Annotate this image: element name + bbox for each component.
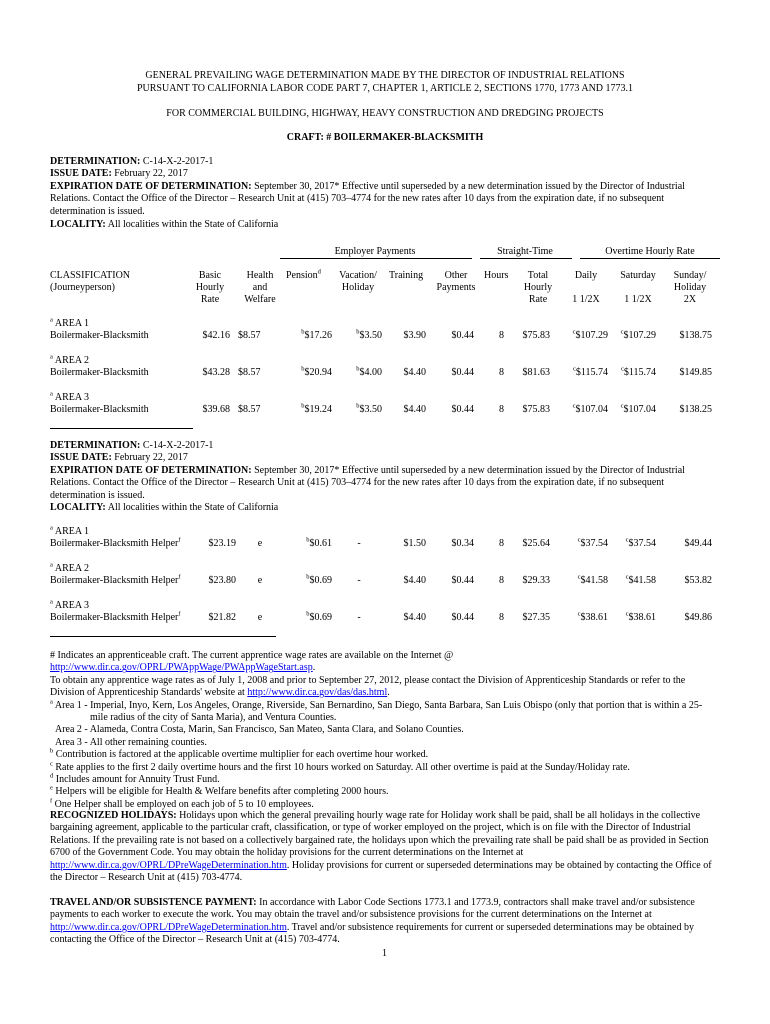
cell-vacation [336,575,382,587]
area-text: AREA 3 [54,392,90,403]
cell-health [238,612,282,624]
cell-value: 8 [499,404,504,415]
cell-basic [196,538,236,550]
note-apprentice-text: # Indicates an apprenticeable craft. The current apprentice wage rates are available on the Internet @ [50,650,454,661]
cell-value: 8 [499,538,504,549]
row-area-label [50,318,89,330]
cell-value: $37.54 [580,538,608,549]
cell-value: $0.44 [451,612,474,623]
cell-hours [490,330,504,342]
cell-value: $49.44 [684,538,712,549]
cell-training [386,330,426,342]
note-apprentice-end: . [312,662,316,674]
cell-sup: b [356,328,360,336]
note-apprentice-prior [50,675,720,700]
cell-value: $42.16 [202,330,230,341]
cell-sat [610,404,656,416]
note-a-line2: mile radius of the city of Santa Maria), and Ventura Counties. [90,712,337,724]
cell-total [508,330,550,342]
cell-training [386,575,426,587]
cell-sup: c [625,536,629,544]
title-line-2: PURSUANT TO CALIFORNIA LABOR CODE PART 7, CHAPTER 1, ARTICLE 2, SECTIONS 1770, 1773 AND 1773.1 [136,83,634,94]
cell-vacation [336,367,382,379]
note-a-line4: Area 3 - All other remaining counties. [55,736,207,748]
cell-value: - [357,538,361,549]
cell-value: $1.50 [403,538,426,549]
note-f-sup: f [50,797,53,805]
cell-value: $149.85 [679,367,712,378]
cell-value: $37.54 [628,538,656,549]
travel-provisions-link[interactable]: http://www.dir.ca.gov/OPRL/DPreWageDetermination.htm [50,921,287,933]
journey-table [50,318,720,428]
note-apprentice-prior-end: . [387,687,390,699]
note-d [50,774,720,786]
row-area-label [50,392,89,404]
header-employer-payments: Employer Payments [334,246,416,257]
header-health-and: and [252,282,268,293]
cell-value: $3.50 [359,330,382,341]
cell-basic [190,367,230,379]
cell-sup: b [306,610,310,618]
classification-sup: f [178,536,181,544]
note-apprentice-prior-text: To obtain any apprentice wage rates as of July 1, 2008 and prior to September 27, 2012, please contact the Division of Apprenticeship Standards or refer to the Division of Apprenticeship Standards' website at [50,674,686,699]
cell-other [436,404,474,416]
cell-sat [610,367,656,379]
issue-value: February 22, 2017 [114,168,188,180]
det-value-2: C-14-X-2-2017-1 [142,440,214,451]
note-e-text: Helpers will be eligible for Health & Welfare benefits after completing 2000 hours. [55,786,389,798]
classification-text: Boilermaker-Blacksmith [50,330,149,341]
cell-hours [490,538,504,550]
cell-sup: b [301,365,305,373]
note-c-text: Rate applies to the first 2 daily overtime hours and the first 10 hours worked on Saturday. All other overtime is paid at the Sunday/Holiday rate. [55,761,630,773]
row-classification [50,330,149,342]
employer-payments-rule [280,258,472,259]
header-vacation: Vacation/ [339,270,377,281]
area-text: AREA 2 [54,355,90,366]
holidays-text-end: . Holiday provisions for current or superseded determinations may be obtained by contacting the Office of the Director – Research Unit at (415) 703-4774. [50,859,712,884]
cell-value: $4.40 [403,575,426,586]
cell-sat [610,330,656,342]
area-text: AREA 1 [54,318,90,329]
cell-sup: b [356,365,360,373]
cell-value: $0.61 [309,538,332,549]
cell-pension [286,330,332,342]
cell-total [508,404,550,416]
cell-pension [286,575,332,587]
travel-section [50,897,720,947]
cell-value: $115.74 [623,367,656,378]
cell-sup: c [620,402,624,410]
area-sup: a [50,353,53,361]
cell-total [508,575,550,587]
cell-sup: c [577,573,581,581]
cell-value: e [257,575,263,586]
cell-sup: c [572,402,576,410]
header-saturday-x: 1 1/2X [624,294,652,305]
area-sup: a [50,316,53,324]
cell-sun [664,330,712,342]
note-c [50,762,720,774]
cell-health [238,538,282,550]
cell-sun [664,575,712,587]
cell-total [508,538,550,550]
cell-value: $8.57 [238,367,261,378]
cell-sun [664,538,712,550]
cell-hours [490,575,504,587]
cell-total [508,367,550,379]
header-basic-hourly: Hourly [195,282,225,293]
exp-value: September 30, 2017* Effective until superseded by a new determination issued by the Director of Industrial Relations. Contact the Office of the Director – Research Unit at (415) 703–4774 for the new rates after 10 days from the expiration date, if no subsequent determination is issued. [50,180,685,217]
loc-value-2: All localities within the State of California [107,502,279,514]
title-line-3: FOR COMMERCIAL BUILDING, HIGHWAY, HEAVY CONSTRUCTION AND DREDGING PROJECTS [166,108,604,119]
issue-label: ISSUE DATE: [50,168,112,180]
cell-value: $8.57 [238,404,261,415]
classification-text: Boilermaker-Blacksmith [50,404,149,415]
cell-daily [562,404,608,416]
holidays-section [50,810,720,884]
header-sunday-x: 2X [683,294,697,305]
cell-value: 8 [499,367,504,378]
cell-other [436,330,474,342]
cell-sat [610,612,656,624]
cell-sup: b [301,328,305,336]
cell-sun [664,612,712,624]
note-a-line3: Area 2 - Alameda, Contra Costa, Marin, San Francisco, San Mateo, Santa Clara, and Solano Counties. [55,724,464,736]
cell-other [436,538,474,550]
apprentice-wage-link[interactable]: http://www.dir.ca.gov/OPRL/PWAppWage/PWAppWageStart.asp [50,662,313,674]
travel-label: TRAVEL AND/OR SUBSISTENCE PAYMENT: [50,897,257,908]
loc-label-2: LOCALITY: [50,502,106,514]
cell-value: $38.61 [580,612,608,623]
header-total-hourly: Hourly [523,282,553,293]
cell-sun [664,367,712,379]
issue-value-2: February 22, 2017 [114,452,188,464]
cell-value: $8.57 [238,330,261,341]
row-area-label [50,600,89,612]
cell-value: $3.90 [403,330,426,341]
holidays-label: RECOGNIZED HOLIDAYS: [50,810,177,821]
cell-value: $21.82 [208,612,236,623]
cell-value: $3.50 [359,404,382,415]
cell-sup: b [306,536,310,544]
cell-vacation [336,330,382,342]
cell-training [386,612,426,624]
cell-value: $107.04 [575,404,608,415]
header-welfare: Welfare [244,294,276,305]
cell-sup: c [577,610,581,618]
cell-sup: b [301,402,305,410]
title-line-1: GENERAL PREVAILING WAGE DETERMINATION MADE BY THE DIRECTOR OF INDUSTRIAL RELATIONS [145,70,625,81]
cell-daily [562,330,608,342]
footnotes [50,650,720,811]
cell-sup: b [306,573,310,581]
cell-vacation [336,612,382,624]
cell-value: $39.68 [202,404,230,415]
header-daily-x: 1 1/2X [572,294,600,305]
cell-value: e [257,612,263,623]
row-classification [50,367,149,379]
journey-table-end-rule [50,428,193,429]
area-sup: a [50,524,53,532]
cell-value: $17.26 [304,330,332,341]
header-sunday: Sunday/ [673,270,707,281]
page-number-text: 1 [382,948,387,959]
row-classification [50,612,181,624]
cell-sup: c [572,365,576,373]
note-a-line1: Area 1 - Imperial, Inyo, Kern, Los Angeles, Orange, Riverside, San Bernardino, San Diego, Santa Barbara, San Luis Obispo (only that portion that is within a 25- [54,699,703,711]
cell-value: $107.04 [623,404,656,415]
cell-value: - [357,612,361,623]
note-a [50,700,720,712]
helper-table [50,526,720,636]
cell-vacation [336,538,382,550]
cell-sat [610,538,656,550]
cell-value: $0.69 [309,612,332,623]
note-e [50,786,720,798]
exp-label-2: EXPIRATION DATE OF DETERMINATION: [50,464,252,476]
cell-health [238,404,282,416]
cell-value: $107.29 [575,330,608,341]
note-c-sup: c [50,760,53,768]
cell-value: $19.24 [304,404,332,415]
craft-heading: CRAFT: # BOILERMAKER-BLACKSMITH [286,132,484,143]
cell-value: $0.44 [451,575,474,586]
cell-sup: c [620,328,624,336]
classification-text: Boilermaker-Blacksmith Helper [50,612,179,623]
header-hours: Hours [484,270,509,281]
cell-health [238,575,282,587]
cell-pension [286,538,332,550]
cell-health [238,330,282,342]
area-sup: a [50,561,53,569]
straight-time-rule [480,258,572,259]
table-header [50,246,720,306]
header-straight-time: Straight-Time [497,246,553,257]
cell-vacation [336,404,382,416]
row-area-label [50,563,89,575]
cell-daily [562,538,608,550]
header-classification: CLASSIFICATION [50,270,131,281]
determination-block-1 [50,156,720,231]
cell-total [508,612,550,624]
helper-table-end-rule [50,636,276,637]
cell-value: $23.80 [208,575,236,586]
cell-value: $38.61 [628,612,656,623]
header-overtime: Overtime Hourly Rate [605,246,695,257]
header-health: Health [246,270,274,281]
classification-text: Boilermaker-Blacksmith Helper [50,575,179,586]
row-classification [50,575,181,587]
header-total: Total [527,270,549,281]
row-classification [50,538,181,550]
cell-value: $0.34 [451,538,474,549]
cell-pension [286,404,332,416]
loc-label: LOCALITY: [50,219,106,231]
cell-value: $138.75 [679,330,712,341]
cell-sun [664,404,712,416]
header-saturday: Saturday [620,270,656,281]
determination-block-2 [50,440,720,514]
overtime-rule [580,258,720,259]
cell-value: $138.25 [679,404,712,415]
note-f-text: One Helper shall be employed on each job of 5 to 10 employees. [54,798,314,810]
cell-value: e [257,538,263,549]
header-journeyperson: (Journeyperson) [50,282,115,293]
area-sup: a [50,390,53,398]
cell-other [436,612,474,624]
note-d-sup: d [50,772,54,780]
classification-text: Boilermaker-Blacksmith [50,367,149,378]
cell-hours [490,612,504,624]
cell-value: $20.94 [304,367,332,378]
cell-hours [490,367,504,379]
classification-sup: f [178,573,181,581]
cell-value: $75.83 [522,330,550,341]
header-sunday-holiday: Holiday [673,282,707,293]
header-other-payments: Payments [436,282,476,293]
header-other: Other [444,270,468,281]
cell-value: $115.74 [575,367,608,378]
cell-basic [196,612,236,624]
cell-training [386,538,426,550]
cell-health [238,367,282,379]
row-area-label [50,526,89,538]
cell-pension [286,612,332,624]
cell-training [386,404,426,416]
cell-sup: c [625,573,629,581]
det-label-2: DETERMINATION: [50,440,141,451]
cell-training [386,367,426,379]
cell-value: 8 [499,575,504,586]
cell-value: $23.19 [208,538,236,549]
header-pension [286,270,321,282]
det-label: DETERMINATION: [50,156,141,167]
area-sup: a [50,598,53,606]
travel-text-end: . Travel and/or subsistence requirements for current or superseded determinations may be obtained by contacting the Office of the Director – Research Unit at (415) 703-4774. [50,921,694,946]
header-basic: Basic [198,270,222,281]
cell-value: $29.33 [522,575,550,586]
cell-value: - [357,575,361,586]
travel-text: In accordance with Labor Code Sections 1773.1 and 1773.9, contractors shall make travel and/or subsistence payments to each worker to execute the work. You may obtain the travel and/or subsistence provisions for the current determinations on the Internet at [50,897,695,921]
det-value: C-14-X-2-2017-1 [142,156,214,167]
cell-basic [190,404,230,416]
header-vacation-holiday: Holiday [341,282,375,293]
cell-value: $4.40 [403,612,426,623]
header-daily: Daily [574,270,598,281]
cell-value: $0.69 [309,575,332,586]
row-area-label [50,355,89,367]
cell-value: $53.82 [684,575,712,586]
cell-sup: c [625,610,629,618]
holidays-text: Holidays upon which the general prevailing hourly wage rate for Holiday work shall be paid, shall be all holidays in the collective bargaining agreement, applicable to the particular craft, classification, or type of worker employed on the project, which is on file with the Director of Industrial Relations. If the prevailing rate is not based on a collectively bargained rate, the holidays upon which the prevailing rate shall be paid shall be as provided in Section 6700 of the Government Code. You may obtain the holiday provisions for the current determinations on the Internet at [50,810,709,859]
classification-text: Boilermaker-Blacksmith Helper [50,538,179,549]
note-b-text: Contribution is factored at the applicable overtime multiplier for each overtime hour worked. [55,749,429,761]
exp-label: EXPIRATION DATE OF DETERMINATION: [50,180,252,192]
header-pension-text: Pension [286,270,318,281]
classification-sup: f [178,610,181,618]
cell-sup: c [620,365,624,373]
cell-sup: c [572,328,576,336]
loc-value: All localities within the State of California [107,219,279,231]
cell-hours [490,404,504,416]
cell-value: $4.40 [403,367,426,378]
issue-label-2: ISSUE DATE: [50,452,112,464]
cell-value: $107.29 [623,330,656,341]
row-classification [50,404,149,416]
cell-value: 8 [499,612,504,623]
cell-value: $0.44 [451,367,474,378]
cell-daily [562,612,608,624]
cell-other [436,575,474,587]
cell-value: $0.44 [451,404,474,415]
cell-value: $25.64 [522,538,550,549]
cell-daily [562,367,608,379]
header-basic-rate: Rate [200,294,220,305]
cell-value: $27.35 [522,612,550,623]
note-b-sup: b [50,747,54,755]
cell-value: $4.40 [403,404,426,415]
cell-basic [190,330,230,342]
cell-sup: b [356,402,360,410]
note-a-sup: a [50,698,53,706]
cell-daily [562,575,608,587]
note-e-sup: e [50,785,53,793]
cell-value: $4.00 [359,367,382,378]
note-apprentice [50,650,720,675]
cell-other [436,367,474,379]
cell-value: 8 [499,330,504,341]
cell-sat [610,575,656,587]
header-total-rate: Rate [528,294,548,305]
cell-sup: c [577,536,581,544]
cell-pension [286,367,332,379]
header-training: Training [389,270,424,281]
cell-basic [196,575,236,587]
cell-value: $43.28 [202,367,230,378]
cell-value: $41.58 [580,575,608,586]
cell-value: $75.83 [522,404,550,415]
note-b [50,749,720,761]
holiday-provisions-link[interactable]: http://www.dir.ca.gov/OPRL/DPreWageDetermination.htm [50,859,287,871]
area-text: AREA 2 [54,563,90,574]
cell-value: $41.58 [628,575,656,586]
cell-value: $0.44 [451,330,474,341]
header-pension-sup: d [317,268,321,276]
exp-value-2: September 30, 2017* Effective until superseded by a new determination issued by the Director of Industrial Relations. Contact the Office of the Director – Research Unit at (415) 703–4774 for the new rates after 10 days from the expiration date, if no subsequent determination is issued. [50,464,685,501]
cell-value: $81.63 [522,367,550,378]
note-d-text: Includes amount for Annuity Trust Fund. [55,774,220,786]
area-text: AREA 3 [54,600,90,611]
area-text: AREA 1 [54,526,90,537]
cell-value: $49.86 [684,612,712,623]
das-link[interactable]: http://www.dir.ca.gov/das/das.html [247,687,388,699]
